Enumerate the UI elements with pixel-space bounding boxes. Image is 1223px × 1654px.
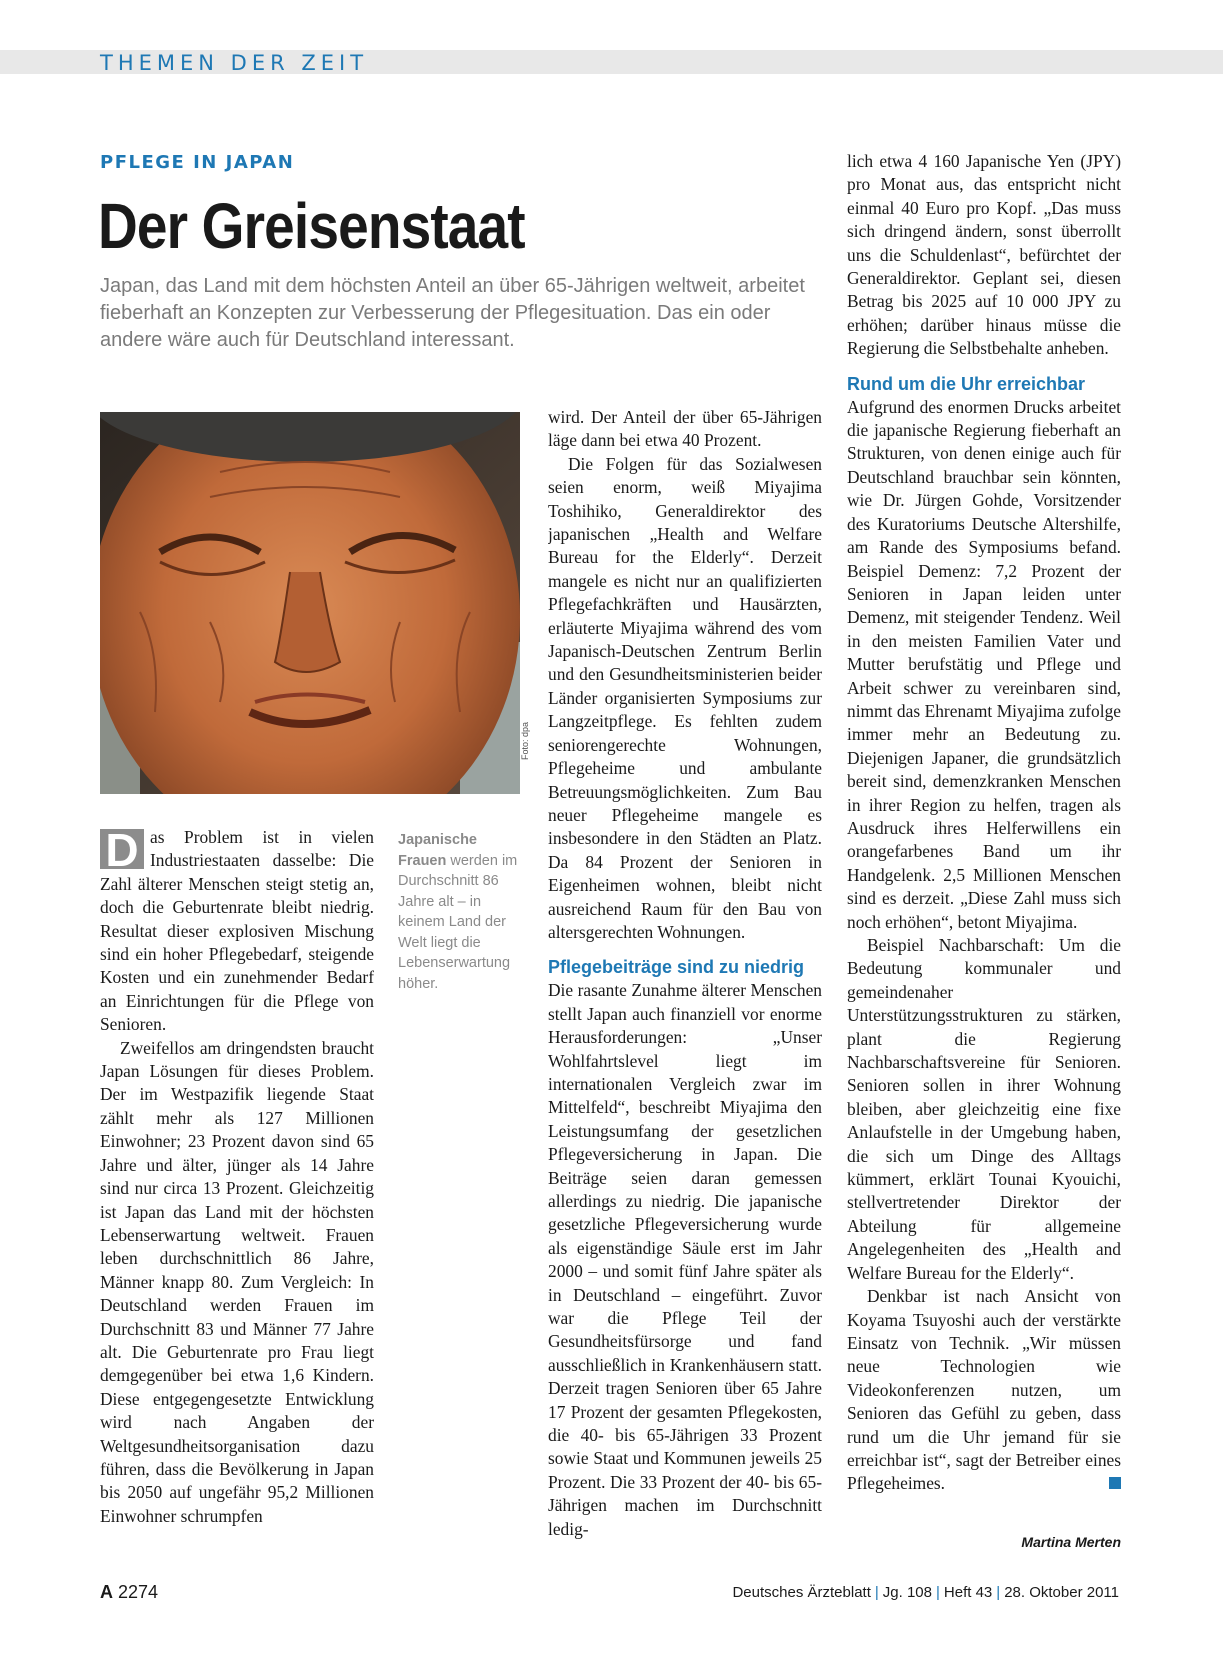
paragraph-last bbox=[847, 1285, 1121, 1496]
photo-caption bbox=[398, 830, 526, 994]
article-lead: Japan, das Land mit dem höchsten Anteil an über 65-Jährigen weltweit, arbeitet fieberhaft an Konzepten zur Verbesserung der Pflegesituation. Das ein oder andere wäre auch für Deutschland interessant. bbox=[100, 275, 805, 351]
paragraph: Beispiel Nachbarschaft: Um die Bedeutung kommunaler und gemeindenaher Unterstützungsstrukturen zu stärken, plant die Regierung Nachbarschaftsvereine für Senioren. Senioren sollen in ihrer Wohnung bleiben, aber gleichzeitig eine fixe Anlaufstelle in der Umgebung haben, die sich um Dinge des Alltags kümmert, erklärt Tounai Kyouichi, stellvertretender Direktor der Abteilung für allgemeine Angelegenheiten des „Health and Welfare Bureau for the Elderly“. bbox=[847, 935, 1121, 1283]
section-label: THEMEN DER ZEIT bbox=[100, 51, 369, 75]
end-mark-icon bbox=[1109, 1477, 1121, 1489]
paragraph: Die rasante Zunahme älterer Menschen stellt Japan auch finanziell vor enorme Herausforderungen: „Unser Wohlfahrtslevel liegt im internationalen Vergleich zwar im Mittelfeld“, beschreibt Miyajima den Leistungsumfang der gesetzlichen Pflegeversicherung in Japan. Die Beiträge seien daran gemessen allerdings zu niedrig. Die japanische gesetzliche Pflegeversicherung wurde als eigenständige Säule erst im Jahr 2000 – und somit fünf Jahre später als in Deutschland – eingeführt. Zuvor war die Pflege Teil der Gesundheitsfürsorge und fand ausschließlich in Krankenhäusern statt. Derzeit tragen Senioren über 65 Jahre 17 Prozent der gesamten Pflegekosten, die 40- bis 65-Jährigen 33 Prozent sowie Staat und Kommunen jeweils 25 Prozent. Die 33 Prozent der 40- bis 65-Jährigen machen im Durchschnitt ledig- bbox=[548, 980, 822, 1539]
column-2 bbox=[548, 406, 822, 1546]
caption-lead-in: Japanische Frauen bbox=[398, 832, 477, 869]
page-number bbox=[100, 1582, 158, 1603]
journal-name: Deutsches Ärzteblatt bbox=[732, 1584, 871, 1601]
journal-info: Deutsches Ärzteblatt | Jg. 108 | Heft 43 | 28. Oktober 2011 bbox=[732, 1584, 1119, 1601]
column-1 bbox=[100, 826, 374, 1546]
journal-issue: Heft 43 bbox=[943, 1584, 993, 1601]
author-byline: Martina Merten bbox=[1021, 1534, 1121, 1550]
paragraph: as Problem ist in vielen Industriestaaten dasselbe: Die Zahl älterer Menschen steigt stetig an, doch die Geburtenrate bleibt niedrig. Resultat dieser explosiven Mischung sind ein hoher Pflegebedarf, steigende Kosten und ein zunehmender Bedarf an Einrichtungen für die Pflege von Senioren. bbox=[100, 827, 374, 1035]
journal-date: 28. Oktober 2011 bbox=[1004, 1584, 1119, 1601]
paragraph: Die Folgen für das Sozialwesen seien enorm, weiß Miyajima Toshihiko, Generaldirektor des japanischen „Health and Welfare Bureau for the Elderly“. Derzeit mangele es nicht nur an qualifizierten Pflegefachkräften und Hausärzten, erläuterte Miyajima während des vom Japanisch-Deutschen Zentrum Berlin und den Gesundheitsministerien beider Länder organisierten Symposiums zur Langzeitpflege. Es fehlten zudem seniorengerechte Wohnungen, Pflegeheime und ambulante Betreuungsmöglichkeiten. Zum Bau neuer Pflegeheime mangele es insbesondere in den Städten an Platz. Da 84 Prozent der Senioren in Eigenheimen wohnen, bleibt nicht ausreichend Raum für den Bau von altersgerechten Wohnungen. bbox=[548, 453, 822, 942]
paragraph: wird. Der Anteil der über 65-Jährigen läge dann bei etwa 40 Prozent. bbox=[548, 407, 822, 451]
subheading-around-the-clock: Rund um die Uhr erreichbar bbox=[847, 373, 1086, 394]
caption-text: werden im Durchschnitt 86 Jahre alt – in keinem Land der Welt liegt die Lebenserwartung höher. bbox=[398, 852, 518, 992]
subheading-contributions: Pflegebeiträge sind zu niedrig bbox=[548, 957, 805, 978]
page-number-value: 2274 bbox=[118, 1582, 159, 1602]
portrait-photo bbox=[100, 412, 520, 794]
column-3 bbox=[847, 150, 1121, 1570]
paragraph-text: Denkbar ist nach Ansicht von Koyama Tsuyoshi auch der verstärkte Einsatz von Technik. „Wir müssen neue Technologien wie Videokonferenzen nutzen, um Senioren das Gefühl zu geben, dass rund um die Uhr jemand für sie erreichbar ist“, sagt der Betreiber eines Pflegeheimes. bbox=[847, 1286, 1121, 1494]
journal-volume: Jg. 108 bbox=[882, 1584, 932, 1601]
article-title: Der Greisenstaat bbox=[98, 190, 525, 262]
article-kicker: PFLEGE IN JAPAN bbox=[100, 152, 295, 173]
paragraph: Zweifellos am dringendsten braucht Japan Lösungen für dieses Problem. Der im Westpazifik liegende Staat zählt mehr als 127 Millionen Einwohner; 23 Prozent davon sind 65 Jahre und älter, jünger als 14 Jahre sind nur circa 13 Prozent. Gleichzeitig ist Japan das Land mit der höchsten Lebenserwartung weltweit. Frauen leben durchschnittlich 86 Jahre, Männer knapp 80. Zum Vergleich: In Deutschland werden Frauen im Durchschnitt 83 und Männer 77 Jahre alt. Die Geburtenrate pro Frau liegt demgegenüber bei etwa 1,6 Kindern. Diese entgegengesetzte Entwicklung wird nach Angaben der Weltgesundheitsorganisation dazu führen, dass die Bevölkerung in Japan bis 2050 auf ungefähr 95,2 Millionen Einwohner schrumpfen bbox=[100, 1037, 374, 1526]
paragraph: Aufgrund des enormen Drucks arbeitet die japanische Regierung fieberhaft an Strukturen, von denen einige auch für Deutschland brauchbar sein könnten, wie Dr. Jürgen Gohde, Vorsitzender des Kuratoriums Deutsche Altershilfe, am Rande des Symposiums befand. Beispiel Demenz: 7,2 Prozent der Senioren in Japan leiden unter Demenz, mit steigender Tendenz. Weil in den meisten Familien Vater und Mutter berufstätig und Pflege und Arbeit schwer zu vereinbaren sind, nimmt das Ehrenamt Miyajima zufolge immer mehr an Bedeutung zu. Diejenigen Japaner, die grundsätzlich bereit sind, demenzkranken Menschen in ihrer Region zu helfen, tragen als Ausdruck ihres Helferwillens ein orangefarbenes Band um ihr Handgelenk. 2,5 Millionen Menschen sind es derzeit. „Diese Zahl muss sich noch erhöhen“, betont Miyajima. bbox=[847, 396, 1121, 932]
page-prefix: A bbox=[100, 1582, 113, 1602]
photo-credit: Foto: dpa bbox=[520, 721, 530, 760]
paragraph: lich etwa 4 160 Japanische Yen (JPY) pro Monat aus, das entspricht nicht einmal 40 Euro pro Kopf. „Das muss sich dringend ändern, sonst überrollt uns die Schuldenlast“, befürchtet der Generaldirektor. Geplant sei, diesen Betrag bis 2025 auf 10 000 JPY zu erhöhen; darüber hinaus müsse die Regierung die Selbstbehalte anheben. bbox=[847, 151, 1121, 359]
drop-cap: D bbox=[100, 829, 144, 869]
portrait-illustration bbox=[100, 412, 520, 794]
